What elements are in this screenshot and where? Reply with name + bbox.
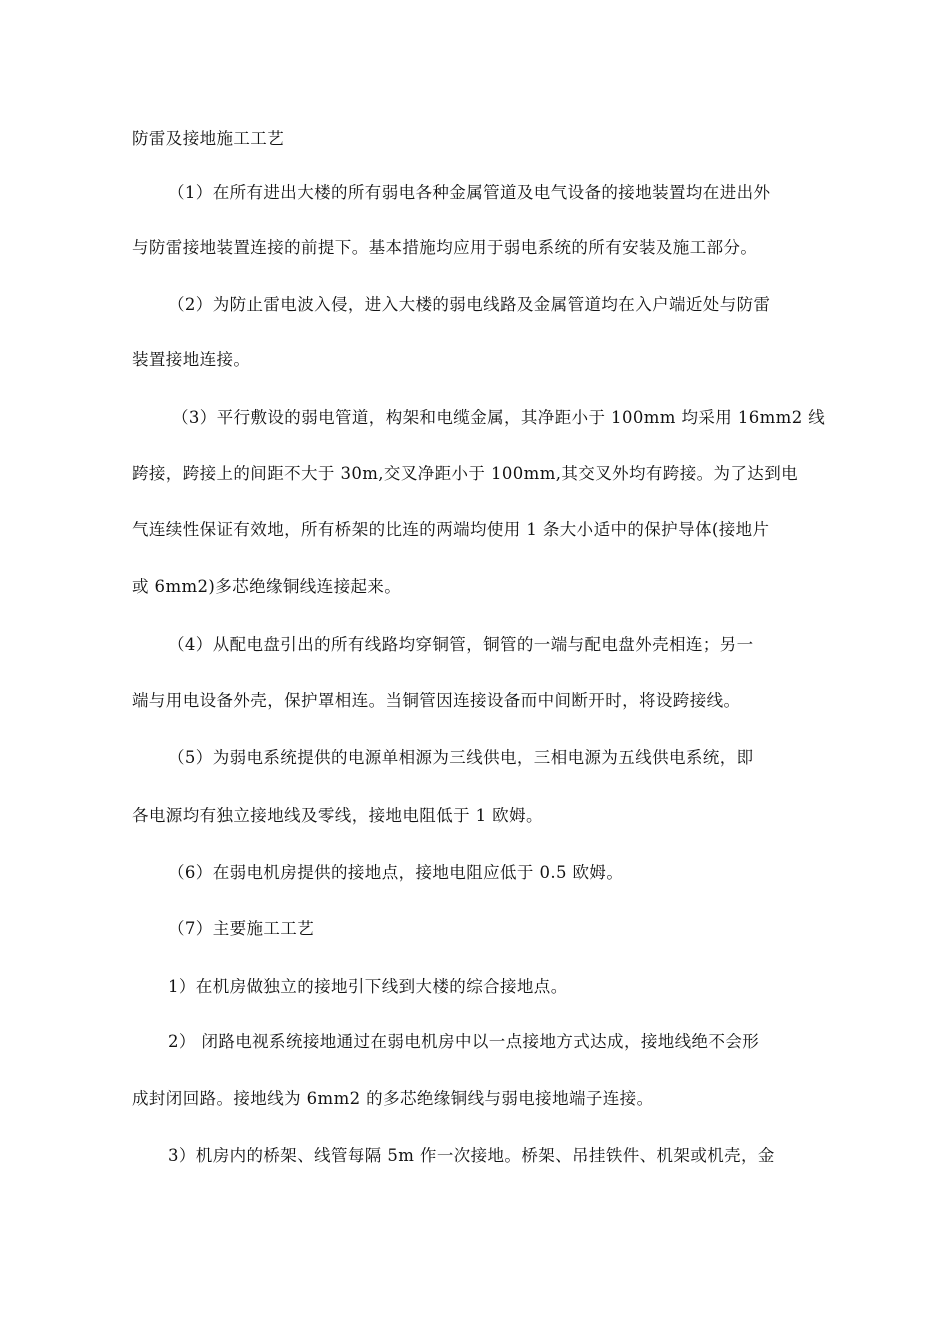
- paragraph-line: （3）平行敷设的弱电管道，构架和电缆金属，其净距小于 100mm 均采用 16mm2 线: [172, 408, 826, 427]
- document-title: 防雷及接地施工工艺: [132, 129, 285, 148]
- paragraph-line: （2）为防止雷电波入侵，进入大楼的弱电线路及金属管道均在入户端近处与防雷: [168, 295, 771, 314]
- paragraph-line: 成封闭回路。接地线为 6mm2 的多芯绝缘铜线与弱电接地端子连接。: [132, 1089, 654, 1108]
- paragraph-line: 各电源均有独立接地线及零线，接地电阻低于 1 欧姆。: [132, 806, 543, 825]
- paragraph-line: 或 6mm2)多芯绝缘铜线连接起来。: [132, 577, 402, 596]
- paragraph-line: （6）在弱电机房提供的接地点，接地电阻应低于 0.5 欧姆。: [168, 863, 624, 882]
- paragraph-line: 跨接，跨接上的间距不大于 30m,交叉净距小于 100mm,其交叉外均有跨接。为了达到电: [132, 464, 799, 483]
- paragraph-line: 2） 闭路电视系统接地通过在弱电机房中以一点接地方式达成，接地线绝不会形: [168, 1032, 760, 1051]
- paragraph-line: （5）为弱电系统提供的电源单相源为三线供电，三相电源为五线供电系统，即: [168, 748, 754, 767]
- paragraph-line: 气连续性保证有效地，所有桥架的比连的两端均使用 1 条大小适中的保护导体(接地片: [132, 520, 770, 539]
- paragraph-line: 装置接地连接。: [132, 350, 251, 369]
- paragraph-line: （1）在所有进出大楼的所有弱电各种金属管道及电气设备的接地装置均在进出外: [168, 183, 771, 202]
- paragraph-line: （4）从配电盘引出的所有线路均穿铜管，铜管的一端与配电盘外壳相连；另一: [168, 635, 754, 654]
- paragraph-line: 与防雷接地装置连接的前提下。基本措施均应用于弱电系统的所有安装及施工部分。: [132, 238, 758, 257]
- paragraph-line: 1）在机房做独立的接地引下线到大楼的综合接地点。: [168, 977, 568, 996]
- paragraph-line: （7）主要施工工艺: [168, 919, 315, 938]
- paragraph-line: 3）机房内的桥架、线管每隔 5m 作一次接地。桥架、吊挂铁件、机架或机壳，金: [168, 1146, 775, 1165]
- paragraph-line: 端与用电设备外壳，保护罩相连。当铜管因连接设备而中间断开时，将设跨接线。: [132, 691, 741, 710]
